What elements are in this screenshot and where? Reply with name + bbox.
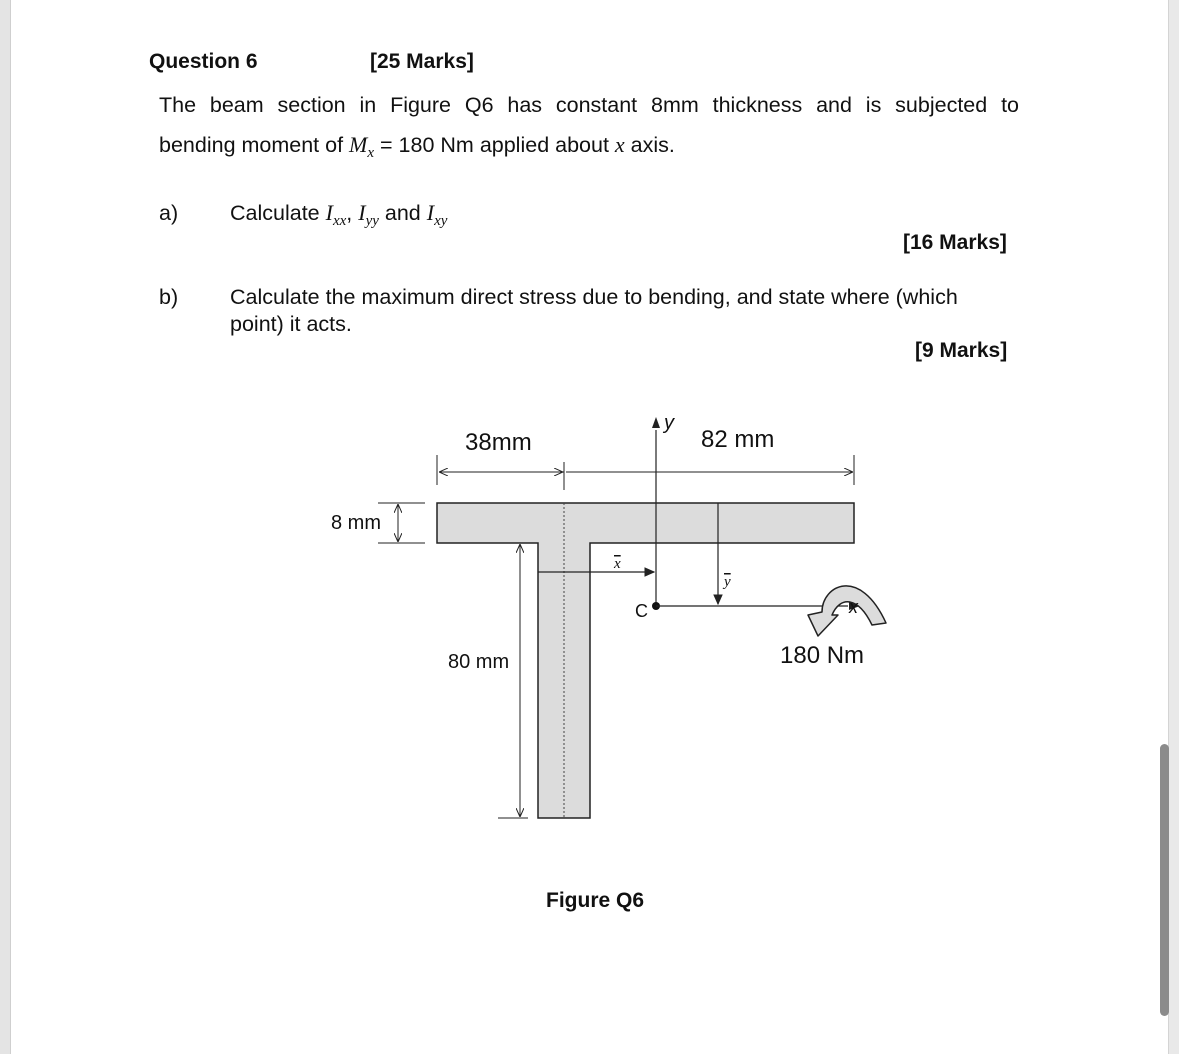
dim-80mm-label: 80 mm <box>448 651 510 673</box>
y-axis-arrow <box>652 417 660 428</box>
intro-line-1: The beam section in Figure Q6 has constant 8mm thickness and is subjected to <box>159 93 1019 117</box>
y-axis-label: y <box>664 412 674 434</box>
moment-symbol: $M_x$ <box>349 132 375 161</box>
dim-82mm-label: 82 mm <box>701 426 775 453</box>
moment-label: 180 Nm <box>780 642 865 669</box>
intro-line-2: bending moment of $M_x = 180$ Nm applied about x axis. <box>159 132 675 161</box>
part-b-label: b) <box>159 285 179 309</box>
part-a-marks: [16 Marks] <box>903 231 1007 254</box>
centroid-label: C <box>635 601 648 621</box>
dim-38mm-label: 38mm <box>465 429 532 456</box>
axis-symbol: x <box>614 132 625 157</box>
part-a-label: a) <box>159 201 179 225</box>
part-b-line-2: point) it acts. <box>230 312 352 336</box>
figure-caption: Figure Q6 <box>546 889 645 912</box>
part-a-text: Calculate $I_{xx}$, $I_{yy}$ and $I_{xy}$ <box>230 200 448 229</box>
part-b-line-1: Calculate the maximum direct stress due to bending, and state where (which <box>230 285 958 309</box>
question-marks: [25 Marks] <box>370 50 474 73</box>
dim-8mm-label: 8 mm <box>331 512 381 534</box>
x-axis-label: x <box>849 597 858 617</box>
question-title: Question 6 <box>149 50 258 73</box>
xbar-label: x <box>614 556 621 572</box>
ybar-label: y <box>724 574 731 590</box>
moment-arrow <box>808 586 886 636</box>
part-b-marks: [9 Marks] <box>915 339 1008 362</box>
